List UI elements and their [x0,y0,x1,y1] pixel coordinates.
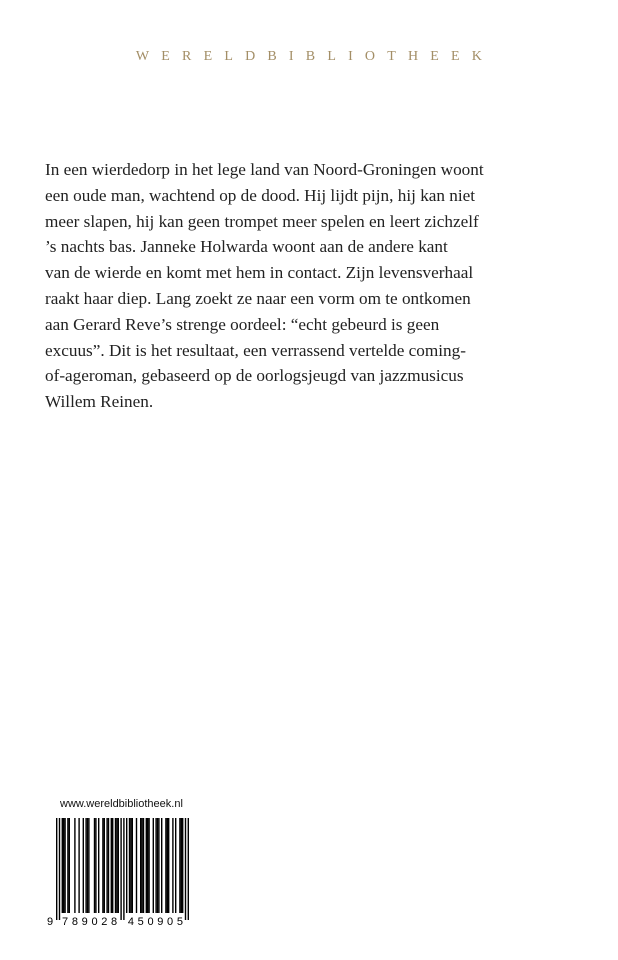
barcode-bar [143,818,144,913]
barcode-digit: 8 [111,916,118,927]
blurb-line-4: ’s nachts bas. Janneke Holwarda woont aan de andere kant [45,237,448,257]
barcode-digit: 0 [167,916,174,927]
barcode-bar [106,818,107,913]
barcode-bar [132,818,133,913]
barcode-bar [181,818,182,913]
barcode-digit: 7 [62,916,69,927]
barcode-bar [157,818,158,913]
barcode-bar [146,818,147,913]
barcode-bar [188,818,189,920]
barcode-digit: 0 [91,916,98,927]
barcode-bar [67,818,68,913]
barcode-bar [104,818,105,913]
barcode-bar [172,818,173,913]
barcode-digit: 9 [81,916,88,927]
barcode-bar [141,818,142,913]
barcode-bar [175,818,176,913]
barcode-bar [168,818,169,913]
barcode-bar [165,818,166,913]
barcode-digit: 0 [147,916,154,927]
barcode-bar [179,818,180,913]
blurb-line-9: of-ageroman, gebaseerd op de oorlogsjeugd van jazzmusicus [45,366,464,386]
barcode-bar [140,818,141,913]
barcode-bar [87,818,88,913]
barcode-bar [102,818,103,913]
barcode-digit: 5 [176,916,183,927]
barcode-bar [167,818,168,913]
barcode-bar [158,818,159,913]
barcode-bar [62,818,63,913]
barcode-bar [182,818,183,913]
barcode-digit: 4 [127,916,134,927]
barcode-bar [112,818,113,913]
barcode-bar [161,818,162,913]
barcode-bar [85,818,86,913]
barcode-bar [83,818,84,913]
barcode-bar [153,818,154,913]
barcode-digits [47,916,183,927]
blurb-line-3: meer slapen, hij kan geen trompet meer spelen en leert zichzelf [45,211,479,231]
barcode-bar [155,818,156,913]
barcode-bar [63,818,64,913]
book-blurb [45,157,585,415]
barcode-bar [108,818,109,913]
barcode-bar [136,818,137,913]
barcode-bar [147,818,148,913]
barcode-digit: 8 [71,916,78,927]
barcode-digit: 5 [137,916,144,927]
barcode-bar [148,818,149,913]
barcode-bar [185,818,186,920]
barcode-digit: 2 [101,916,108,927]
barcode-bar [88,818,89,913]
barcode-bar [59,818,60,920]
barcode-bar [118,818,119,913]
barcode-bar [129,818,130,913]
barcode-graphic [45,817,191,927]
isbn-barcode [45,817,191,927]
barcode-bar [74,818,75,913]
barcode-bar [130,818,131,913]
barcode-bar [95,818,96,913]
blurb-line-1: In een wierdedorp in het lege land van Noord-Groningen woont [45,160,484,179]
barcode-bar [120,818,121,920]
blurb-line-5: van de wierde en komt met hem in contact. Zijn levensverhaal [45,263,474,283]
barcode-bar [123,818,124,920]
barcode-bar [98,818,99,913]
blurb-line-6: raakt haar diep. Lang zoekt ze naar een vorm om te ontkomen [45,288,471,308]
barcode-bar [64,818,65,913]
blurb-line-2: een oude man, wachtend op de dood. Hij lijdt pijn, hij kan niet [45,185,476,205]
blurb-line-8: excuus”. Dit is het resultaat, een verrassend vertelde coming- [45,340,466,360]
blurb-line-10: Willem Reinen. [45,392,154,412]
barcode-bar [78,818,79,913]
barcode-bar [126,818,127,913]
blurb-line-7: aan Gerard Reve’s strenge oordeel: “echt gebeurd is geen [45,314,440,334]
publisher-website: www.wereldbibliotheek.nl [60,798,183,810]
barcode-bar [69,818,70,913]
publisher-name: WERELDBIBLIOTHEEK [135,49,495,64]
barcode-bar [111,818,112,913]
barcode-bar [116,818,117,913]
barcode-bar [94,818,95,913]
barcode-bars [56,818,189,920]
barcode-bar [56,818,57,920]
barcode-digit: 9 [157,916,164,927]
barcode-digit: 9 [46,916,54,927]
barcode-bar [115,818,116,913]
